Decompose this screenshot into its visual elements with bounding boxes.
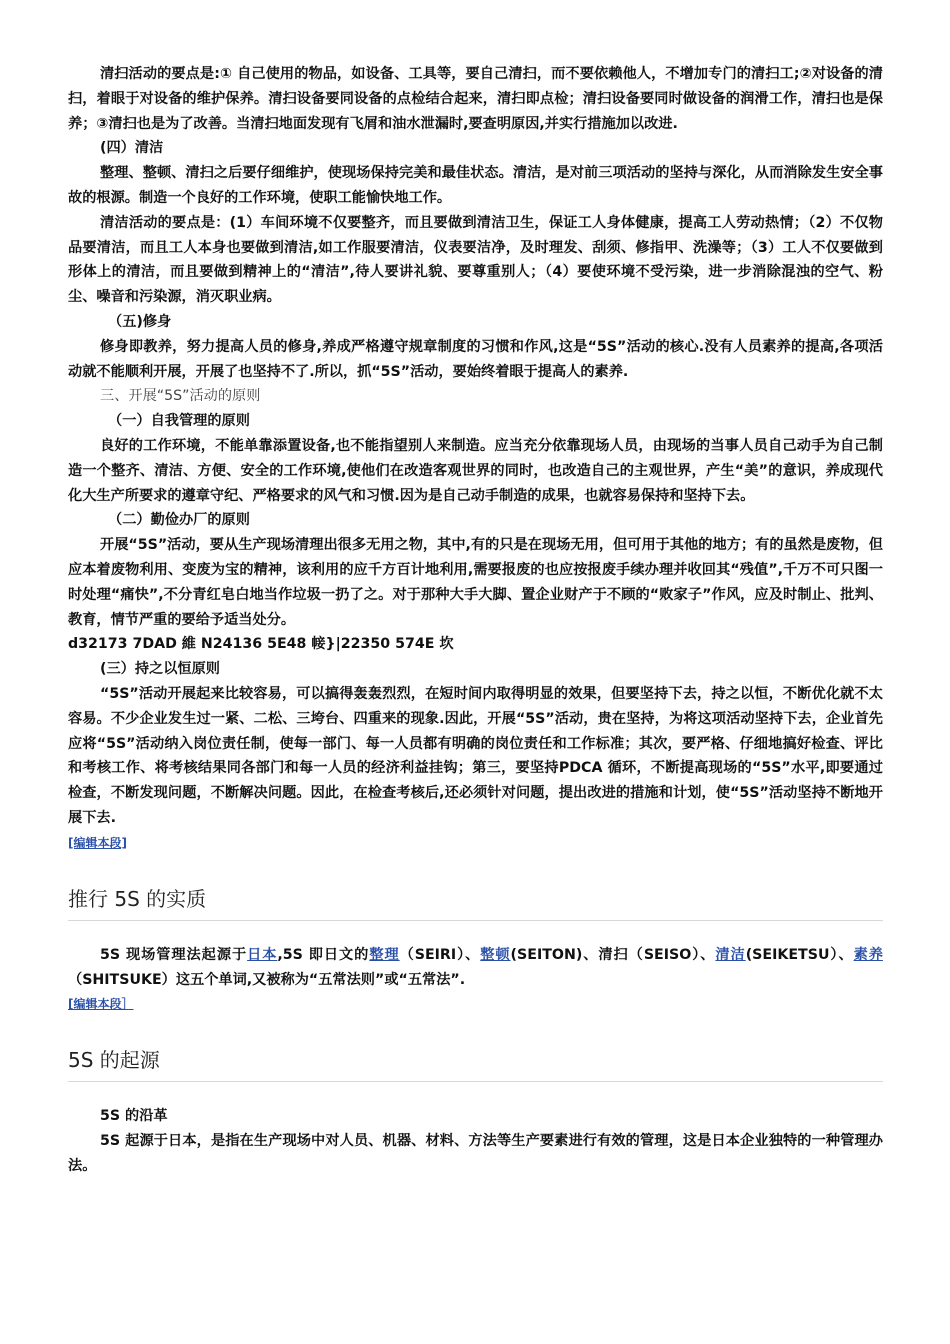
- paragraph-self-management: 良好的工作环境，不能单靠添置设备,也不能指望别人来制造。应当充分依靠现场人员，由现场的当事人员自己动手为自己制造一个整齐、清洁、方便、安全的工作环境,使他们在改造客观世界的同时，也改造自己的主观世界，产生“美”的意识，养成现代化大生产所要求的遵章守纪、严格要求的风气和习惯.因为是自己动手制造的成果，也就容易保持和坚持下去。: [68, 437, 883, 504]
- heading-cleanliness: (四）清洁: [100, 140, 164, 157]
- link-shitsuke[interactable]: 素养: [853, 946, 883, 963]
- essence-text-6: （SHITSUKE）这五个单词,又被称为“五常法则”或“五常法”.: [68, 971, 466, 988]
- paragraph-essence: [68, 943, 883, 993]
- essence-text-2: ,5S 即日文的: [277, 946, 370, 963]
- link-japan[interactable]: 日本: [247, 946, 278, 963]
- edit-section-link-1[interactable]: [编辑本段]: [68, 835, 127, 850]
- paragraph-cleanliness-points: 清洁活动的要点是：(1）车间环境不仅要整齐，而且要做到清洁卫生，保证工人身体健康，提高工人劳动热情；（2）不仅物品要清洁，而且工人本身也要做到清洁,如工作服要清洁，仪表要洁净，及时理发、刮须、修指甲、洗澡等；（3）工人不仅要做到形体上的清洁，而且要做到精神上的“清洁”,待人要讲礼貌、要尊重别人；（4）要使环境不受污染，进一步消除混浊的空气、粉尘、噪音和污染源，消灭职业病。: [68, 214, 883, 306]
- essence-text-3: （SEIRI）、: [399, 946, 481, 963]
- essence-text-4: (SEITON)、清扫（SEISO）、: [510, 946, 716, 963]
- paragraph-thrift: 开展“5S”活动，要从生产现场清理出很多无用之物，其中,有的只是在现场无用，但可用于其他的地方；有的虽然是废物，但应本着废物利用、变废为宝的精神，该利用的应千方百计地利用,需要报废的也应按报废手续办理并收回其“残值”,千万不可只图一时处理“痛快”,不分青红皂白地当作垃圾一扔了之。对于那种大手大脚、置企业财产于不顾的“败家子”作风，应及时制止、批判、教育，情节严重的要给予适当处分。: [68, 537, 883, 628]
- edit-section-link-2[interactable]: [编辑本段］: [68, 997, 134, 1012]
- heading-persistence: (三）持之以恒原则: [100, 661, 220, 678]
- section-title-origin: 5S 的起源: [68, 1030, 883, 1082]
- heading-principles: 三、开展“5S”活动的原则: [100, 388, 261, 405]
- paragraph-cleaning-points: 清扫活动的要点是:① 自己使用的物品，如设备、工具等，要自己清扫，而不要依赖他人，不增加专门的清扫工;②对设备的清扫，着眼于对设备的维护保养。清扫设备要同设备的点检结合起来，清扫即点检；清扫设备要同时做设备的润滑工作，清扫也是保养；③清扫也是为了改善。当清扫地面发现有飞屑和油水泄漏时,要查明原因,并实行措施加以改进.: [68, 66, 883, 132]
- essence-text-5: (SEIKETSU）、: [745, 946, 854, 963]
- paragraph-history: 5S 起源于日本，是指在生产现场中对人员、机器、材料、方法等生产要素进行有效的管理，这是日本企业独特的一种管理办法。: [68, 1133, 883, 1174]
- paragraph-cleanliness-intro: 整理、整顿、清扫之后要仔细维护，使现场保持完美和最佳状态。清洁，是对前三项活动的坚持与深化，从而消除发生安全事故的根源。制造一个良好的工作环境，使职工能愉快地工作。: [68, 165, 883, 206]
- heading-self-management: （一）自我管理的原则: [108, 413, 250, 430]
- heading-history: 5S 的沿革: [100, 1108, 168, 1125]
- essence-text-1: 5S 现场管理法起源于: [100, 946, 248, 963]
- heading-self-cultivation: （五)修身: [108, 313, 172, 330]
- link-seiketsu[interactable]: 清洁: [715, 946, 746, 963]
- paragraph-persistence: “5S”活动开展起来比较容易，可以搞得轰轰烈烈，在短时间内取得明显的效果，但要坚持下去，持之以恒，不断优化就不太容易。不少企业发生过一紧、二松、三垮台、四重来的现象.因此，开展“5S”活动，贵在坚持，为将这项活动坚持下去，企业首先应将“5S”活动纳入岗位责任制，使每一部门、每一人员都有明确的岗位责任和工作标准；其次，要严格、仔细地搞好检查、评比和考核工作、将考核结果同各部门和每一人员的经济利益挂钩；第三，要坚持PDCA 循环，不断提高现场的“5S”水平,即要通过检查，不断发现问题，不断解决问题。因此，在检查考核后,还必须针对问题，提出改进的措施和计划，使“5S”活动坚持不断地开展下去.: [68, 685, 883, 826]
- link-seiri[interactable]: 整理: [369, 946, 400, 963]
- document-page: [68, 62, 883, 1179]
- section-title-essence: 推行 5S 的实质: [68, 869, 883, 921]
- heading-thrift: （二）勤俭办厂的原则: [108, 512, 250, 529]
- paragraph-self-cultivation: 修身即教养，努力提高人员的修身,养成严格遵守规章制度的习惯和作风,这是“5S”活动的核心.没有人员素养的提高,各项活动就不能顺利开展，开展了也坚持不了.所以，抓“5S”活动，要始终着眼于提高人的素养.: [68, 338, 883, 380]
- garbled-code-line: d32173 7DAD 維 N24136 5E48 帹}|22350 574E 坎: [68, 636, 454, 653]
- link-seiton[interactable]: 整顿: [480, 946, 511, 963]
